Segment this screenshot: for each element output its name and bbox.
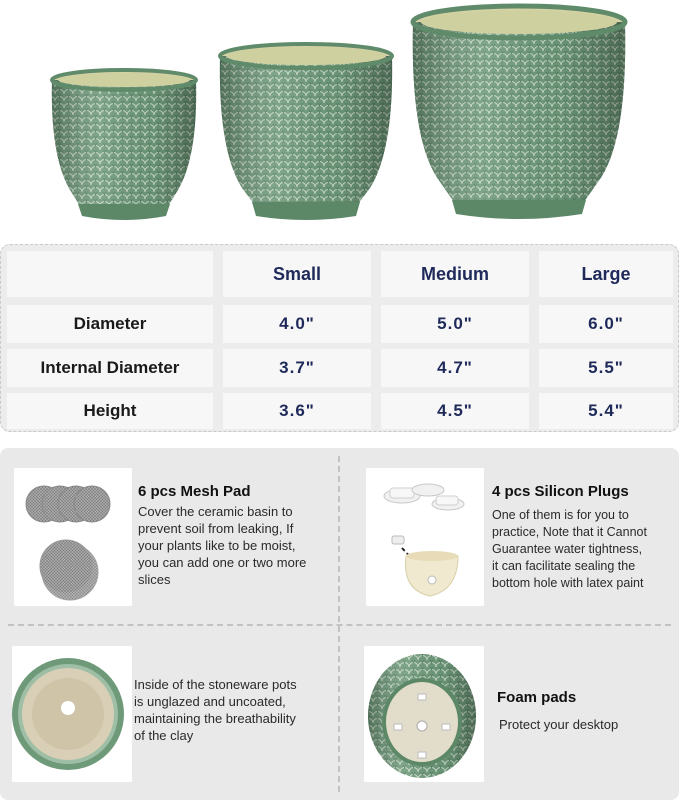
row-label-internal-diameter: Internal Diameter (7, 349, 213, 387)
mesh-pad-title: 6 pcs Mesh Pad (138, 483, 251, 500)
value-large-internal-diameter: 5.5" (539, 349, 673, 387)
silicon-plugs-line: practice, Note that it Cannot (492, 525, 647, 539)
silicon-plugs-line: it can facilitate sealing the (492, 559, 636, 573)
value-medium-diameter: 5.0" (381, 305, 529, 343)
size-spec-table (0, 244, 679, 432)
mesh-pad-line: you can add one or two more (138, 555, 307, 570)
mesh-pad-icon (14, 468, 132, 606)
table-corner-cell (7, 251, 213, 297)
row-label-diameter: Diameter (7, 305, 213, 343)
pot-bottom-icon (364, 646, 484, 782)
pot-interior-line: Inside of the stoneware pots (134, 677, 297, 692)
pots-photo (0, 0, 679, 235)
value-small-height: 3.6" (223, 393, 371, 429)
mesh-pad-line: your plants like to be moist, (138, 538, 296, 553)
value-medium-height: 4.5" (381, 393, 529, 429)
silicon-plugs-line: bottom hole with latex paint (492, 576, 644, 590)
value-small-diameter: 4.0" (223, 305, 371, 343)
mesh-pad-line: slices (138, 572, 171, 587)
row-label-height: Height (7, 393, 213, 429)
mesh-pad-line: Cover the ceramic basin to (138, 504, 293, 519)
pot-interior-line: is unglazed and uncoated, (134, 694, 286, 709)
pot-interior-icon (12, 646, 132, 782)
mesh-pad-description (138, 503, 334, 588)
panel-divider-horizontal (8, 624, 671, 626)
medium-pot-image (216, 40, 396, 226)
value-small-internal-diameter: 3.7" (223, 349, 371, 387)
header-large: Large (539, 251, 673, 297)
silicon-plugs-line: One of them is for you to (492, 508, 629, 522)
foam-pads-description: Protect your desktop (499, 717, 619, 732)
large-pot-image (408, 2, 630, 226)
accessories-section (0, 448, 679, 800)
silicon-plug-icon (366, 468, 484, 606)
silicon-plugs-line: Guarantee water tightness, (492, 542, 643, 556)
value-large-diameter: 6.0" (539, 305, 673, 343)
mesh-pad-line: prevent soil from leaking, If (138, 521, 294, 536)
value-large-height: 5.4" (539, 393, 673, 429)
value-medium-internal-diameter: 4.7" (381, 349, 529, 387)
pot-interior-description (134, 676, 338, 744)
silicon-plugs-title: 4 pcs Silicon Plugs (492, 483, 629, 500)
header-medium: Medium (381, 251, 529, 297)
pot-interior-line: maintaining the breathability (134, 711, 296, 726)
header-small: Small (223, 251, 371, 297)
silicon-plugs-description (492, 507, 676, 592)
foam-pads-title: Foam pads (497, 689, 577, 706)
small-pot-image (46, 66, 202, 226)
pot-interior-line: of the clay (134, 728, 194, 743)
